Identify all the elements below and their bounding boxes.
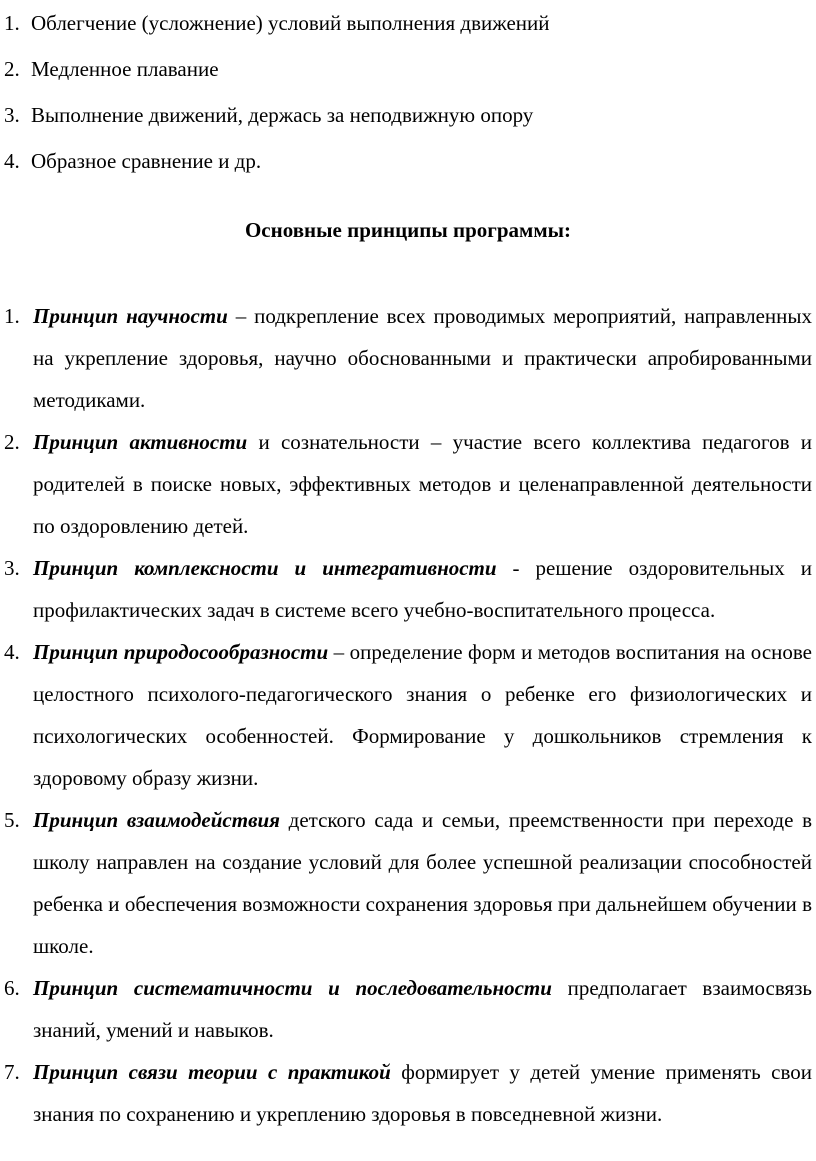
principle-term: Принцип активности (33, 430, 248, 454)
principle-text: – определение форм и методов воспитания на основе целостного психолого-педагогического знания о ребенке его физиологических и психологических особенностей. Формирование у дошкольников стремления к здоровому образу жизни. (33, 640, 812, 790)
principle-term: Принцип комплексности и интегративности (33, 556, 497, 580)
principle-item (4, 547, 812, 631)
list-item-text: Медленное плавание (31, 57, 219, 81)
principle-term: Принцип связи теории с практикой (33, 1060, 391, 1084)
principle-body (33, 967, 812, 1051)
principle-item (4, 1051, 812, 1135)
list-number: 4. (4, 149, 20, 173)
principle-item (4, 631, 812, 799)
principle-item (4, 799, 812, 967)
principle-term: Принцип взаимодействия (33, 808, 280, 832)
principle-body (33, 295, 812, 421)
list-number: 4. (4, 640, 20, 664)
principle-text: - решение оздоровительных и профилактических задач в системе всего учебно-воспитательного процесса. (33, 556, 812, 622)
principle-body (33, 1051, 812, 1135)
principle-text: предполагает взаимосвязь знаний, умений и навыков. (33, 976, 813, 1042)
principle-item (4, 967, 812, 1051)
list-number: 1. (4, 304, 20, 328)
principle-term: Принцип научности (33, 304, 228, 328)
conditions-list (4, 0, 804, 184)
principle-body (33, 631, 812, 799)
list-number: 1. (4, 11, 20, 35)
principle-text: и сознательности – участие всего коллектива педагогов и родителей в поиске новых, эффективных методов и целенаправленной деятельности по оздоровлению детей. (33, 430, 812, 538)
list-item (4, 46, 804, 92)
principle-body (33, 799, 812, 967)
principles-list (4, 295, 812, 1135)
section-heading: Основные принципы программы: (244, 218, 572, 242)
principle-body (33, 421, 812, 547)
list-number: 2. (4, 430, 20, 454)
list-item (4, 92, 804, 138)
list-number: 6. (4, 976, 20, 1000)
list-number: 2. (4, 57, 20, 81)
principle-item (4, 421, 812, 547)
principle-term: Принцип природосообразности (33, 640, 329, 664)
list-item-text: Выполнение движений, держась за неподвижную опору (31, 103, 534, 127)
principle-body (33, 547, 812, 631)
principle-text: формирует у детей умение применять свои знания по сохранению и укреплению здоровья в повседневной жизни. (33, 1060, 812, 1126)
principle-text: детского сада и семьи, преемственности при переходе в школу направлен на создание условий для более успешной реализации способностей ребенка и обеспечения возможности сохранения здоровья при дальнейшем обучении в школе. (33, 808, 813, 958)
list-item (4, 138, 804, 184)
principle-text: – подкрепление всех проводимых мероприятий, направленных на укрепление здоровья, научно обоснованными и практически апробированными методиками. (33, 304, 812, 412)
list-item-text: Образное сравнение и др. (31, 149, 262, 173)
list-number: 3. (4, 103, 20, 127)
list-number: 7. (4, 1060, 20, 1084)
list-number: 3. (4, 556, 20, 580)
principle-item (4, 295, 812, 421)
list-number: 5. (4, 808, 20, 832)
list-item-text: Облегчение (усложнение) условий выполнения движений (31, 11, 550, 35)
principle-term: Принцип систематичности и последовательности (33, 976, 552, 1000)
list-item (4, 0, 804, 46)
